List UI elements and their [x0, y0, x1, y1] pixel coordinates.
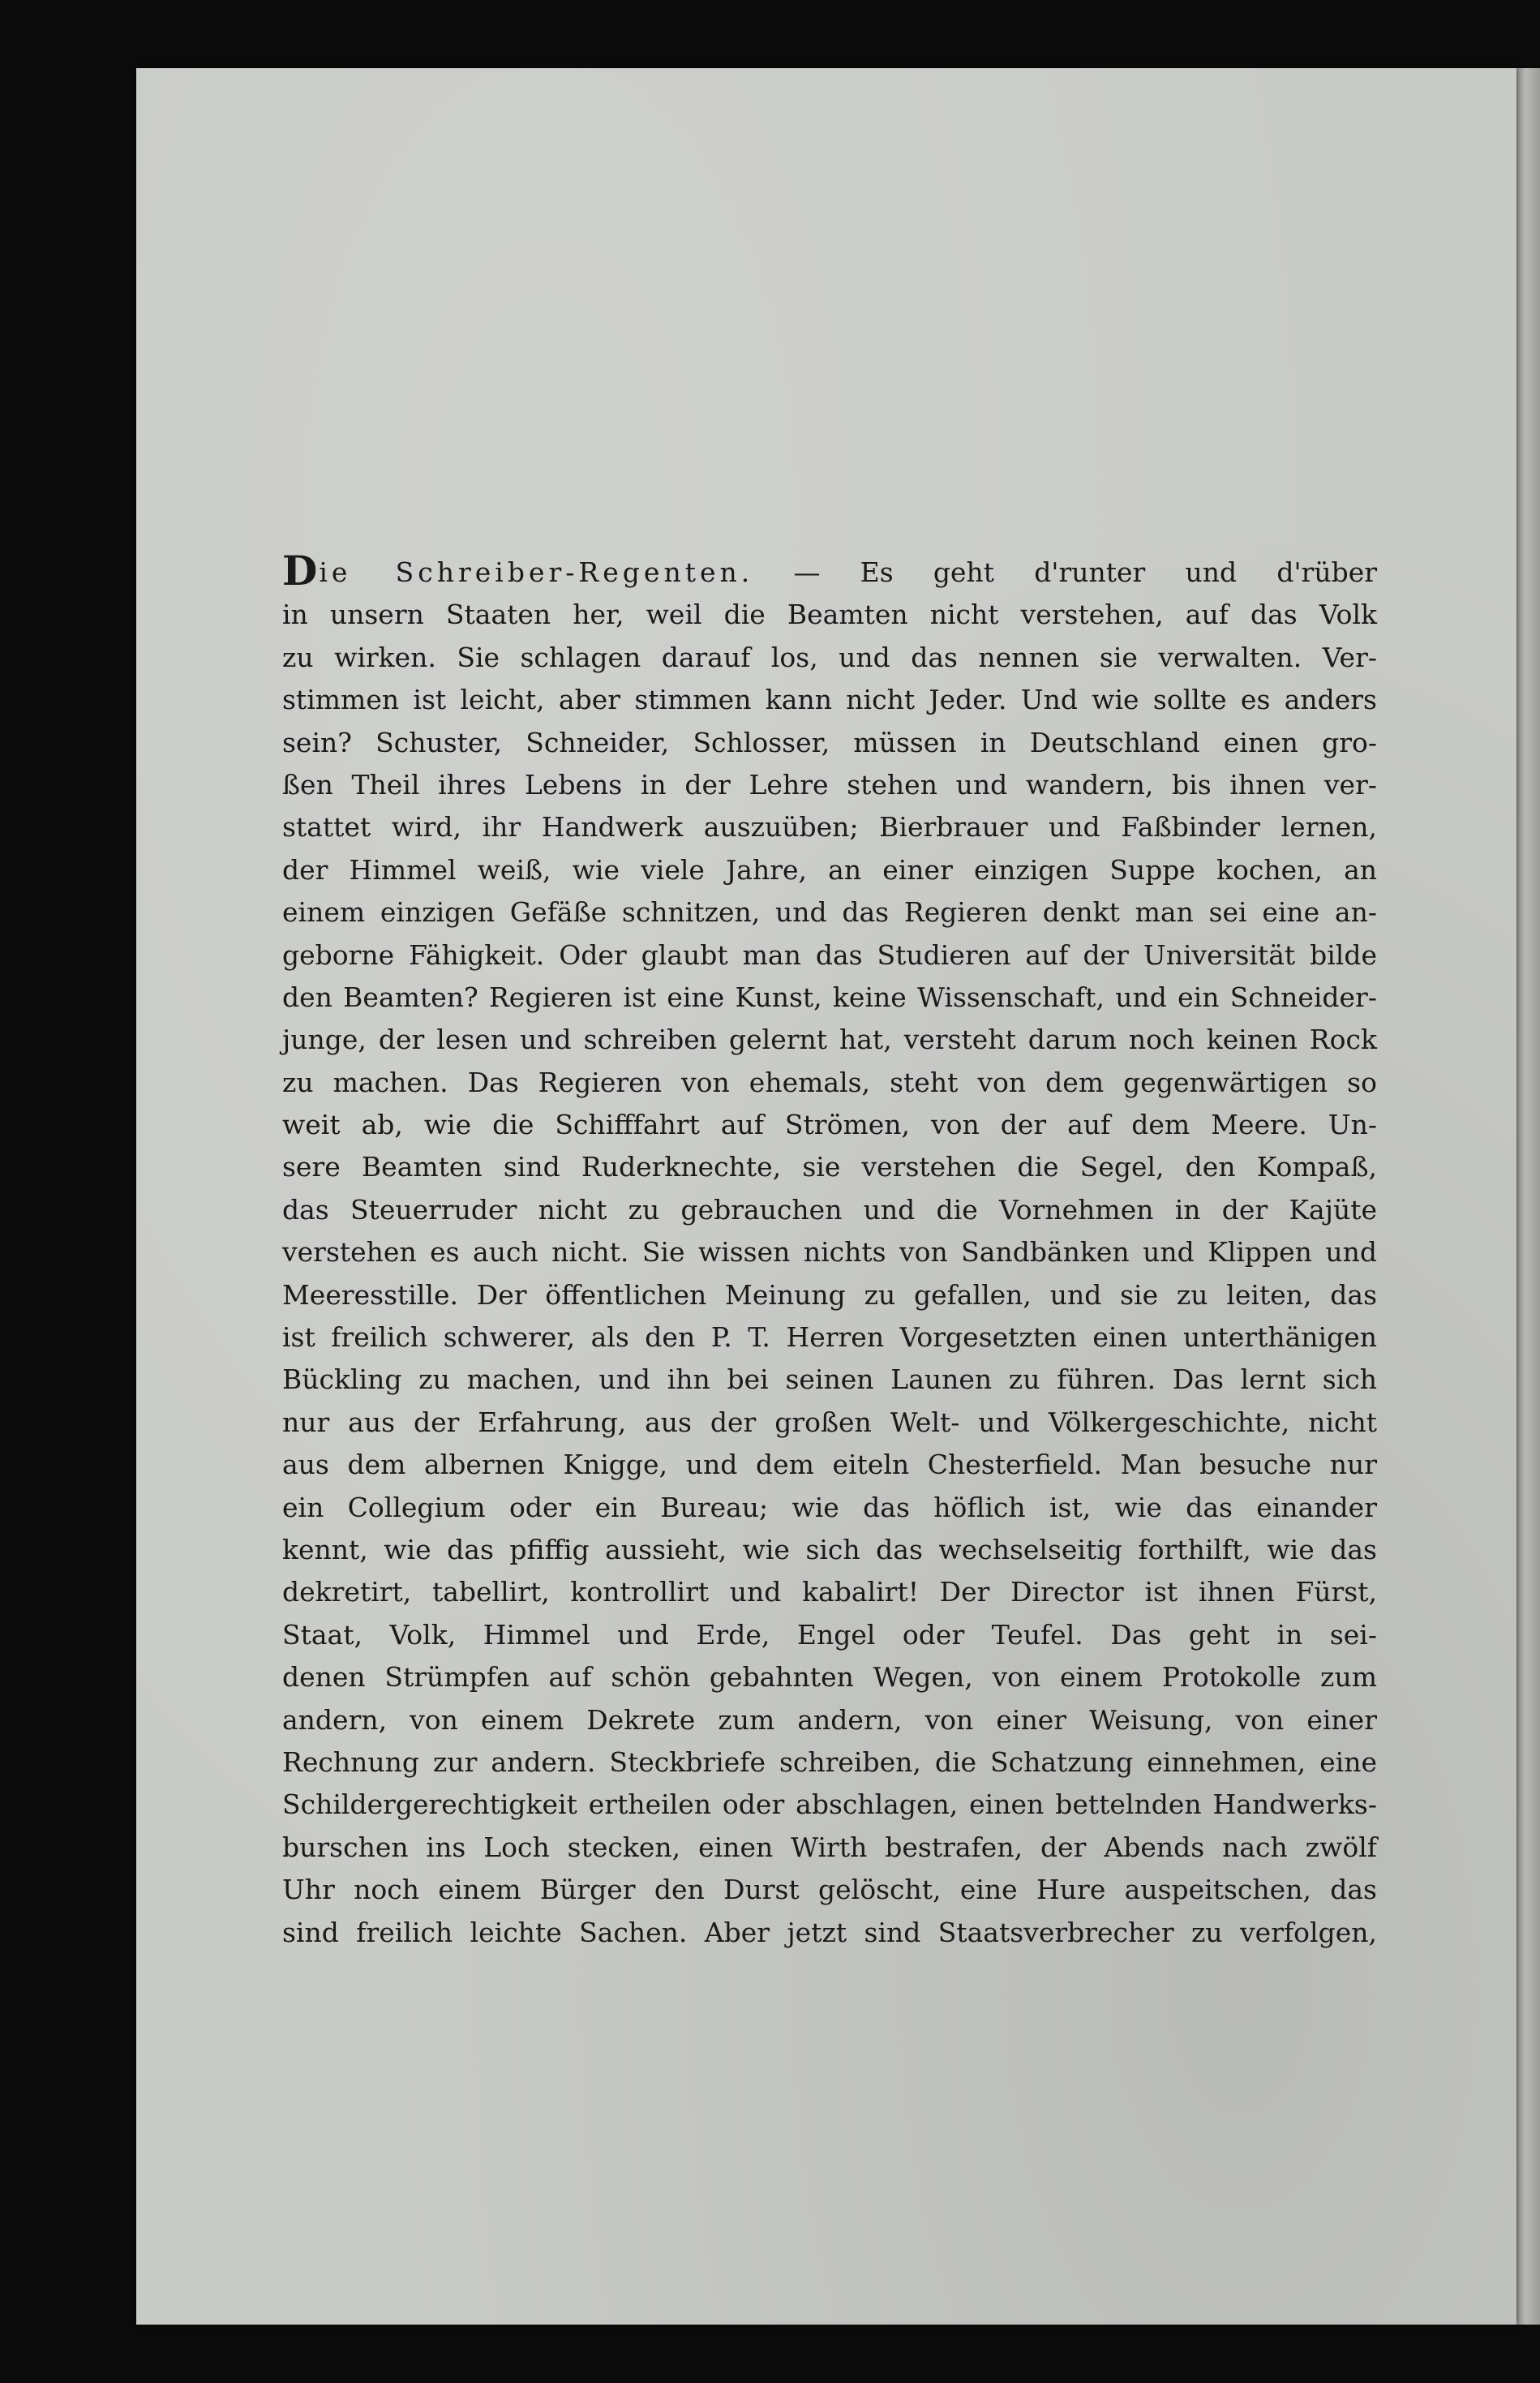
text-line: Bückling zu machen, und ihn bei seinen Launen zu führen. Das lernt sich — [282, 1363, 1377, 1396]
text-line: Staat, Volk, Himmel und Erde, Engel oder Teufel. Das geht in sei- — [282, 1618, 1377, 1651]
heading-continuation: — Es geht d'runter und d'rüber — [753, 556, 1377, 588]
text-line: ist freilich schwerer, als den P. T. Herren Vorgesetzten einen unterthänigen — [282, 1321, 1377, 1354]
text-line: denen Strümpfen auf schön gebahnten Wegen, von einem Protokolle zum — [282, 1661, 1377, 1694]
text-line: Meeresstille. Der öffentlichen Meinung zu gefallen, und sie zu leiten, das — [282, 1278, 1377, 1311]
text-line: weit ab, wie die Schifffahrt auf Strömen, von der auf dem Meere. Un- — [282, 1109, 1377, 1141]
text-line: Uhr noch einem Bürger den Durst gelöscht, eine Hure auspeitschen, das — [282, 1874, 1377, 1906]
text-line: zu wirken. Sie schlagen darauf los, und das nennen sie verwalten. Ver- — [282, 641, 1377, 673]
text-line: sind freilich leichte Sachen. Aber jetzt sind Staatsverbrecher zu verfolgen, — [282, 1916, 1377, 1948]
text-line: sein? Schuster, Schneider, Schlosser, müssen in Deutschland einen gro- — [282, 726, 1377, 758]
article-title: ie Schreiber-Regenten. — [319, 556, 754, 588]
text-line: nur aus der Erfahrung, aus der großen Welt- und Völkergeschichte, nicht — [282, 1406, 1377, 1438]
text-line: geborne Fähigkeit. Oder glaubt man das Studieren auf der Universität bilde — [282, 938, 1377, 971]
text-line: andern, von einem Dekrete zum andern, von einer Weisung, von einer — [282, 1703, 1377, 1736]
text-line: das Steuerruder nicht zu gebrauchen und die Vornehmen in der Kajüte — [282, 1193, 1377, 1226]
text-line: stattet wird, ihr Handwerk auszuüben; Bierbrauer und Faßbinder lernen, — [282, 811, 1377, 844]
text-line: ßen Theil ihres Lebens in der Lehre stehen und wandern, bis ihnen ver- — [282, 768, 1377, 801]
adjacent-page-edge — [1516, 68, 1540, 2325]
text-line: einem einzigen Gefäße schnitzen, und das Regieren denkt man sei eine an- — [282, 896, 1377, 929]
text-line: den Beamten? Regieren ist eine Kunst, keine Wissenschaft, und ein Schneider- — [282, 981, 1377, 1013]
text-line: Schildergerechtigkeit ertheilen oder abschlagen, einen bettelnden Handwerks- — [282, 1788, 1377, 1821]
text-line: in unsern Staaten her, weil die Beamten nicht verstehen, auf das Volk — [282, 599, 1377, 631]
text-line: ein Collegium oder ein Bureau; wie das höflich ist, wie das einander — [282, 1491, 1377, 1523]
text-line: burschen ins Loch stecken, einen Wirth bestrafen, der Abends nach zwölf — [282, 1831, 1377, 1863]
heading-line — [282, 547, 1377, 595]
text-line: Rechnung zur andern. Steckbriefe schreiben, die Schatzung einnehmen, eine — [282, 1745, 1377, 1778]
text-line: der Himmel weiß, wie viele Jahre, an einer einzigen Suppe kochen, an — [282, 853, 1377, 886]
text-line: junge, der lesen und schreiben gelernt hat, versteht darum noch keinen Rock — [282, 1024, 1377, 1056]
initial-letter: D — [282, 547, 318, 595]
text-line: sere Beamten sind Ruderknechte, sie verstehen die Segel, den Kompaß, — [282, 1151, 1377, 1183]
text-line: verstehen es auch nicht. Sie wissen nichts von Sandbänken und Klippen und — [282, 1236, 1377, 1269]
text-line: stimmen ist leicht, aber stimmen kann nicht Jeder. Und wie sollte es anders — [282, 684, 1377, 716]
text-line: zu machen. Das Regieren von ehemals, steht von dem gegenwärtigen so — [282, 1066, 1377, 1098]
text-line: aus dem albernen Knigge, und dem eiteln Chesterfield. Man besuche nur — [282, 1449, 1377, 1481]
text-line: dekretirt, tabellirt, kontrollirt und kabalirt! Der Director ist ihnen Fürst, — [282, 1576, 1377, 1608]
body-text — [282, 547, 1377, 1954]
text-line: kennt, wie das pfiffig aussieht, wie sich das wechselseitig forthilft, wie das — [282, 1533, 1377, 1565]
